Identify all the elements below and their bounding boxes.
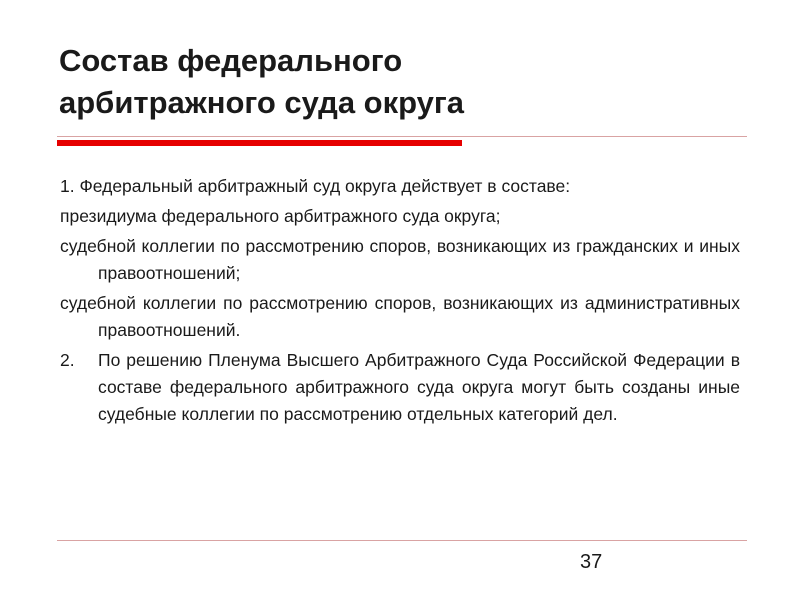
slide-title — [59, 40, 739, 124]
title-accent-bar — [57, 140, 462, 146]
footer-divider — [57, 540, 747, 541]
slide-title-line2: арбитражного суда округа — [59, 85, 465, 120]
paragraph-5 — [60, 347, 740, 428]
page-number: 37 — [580, 551, 603, 573]
slide-title-line1: Состав федерального — [59, 43, 403, 78]
paragraph-5-number: 2. — [60, 350, 75, 370]
paragraph-3: судебной коллегии по рассмотрению споров, возникающих из гражданских и иных правоотношений; — [60, 236, 740, 283]
slide-body — [60, 173, 740, 431]
paragraph-4: судебной коллегии по рассмотрению споров, возникающих из административных правоотношений. — [60, 293, 740, 340]
paragraph-5-text: По решению Пленума Высшего Арбитражного Суда Российской Федерации в составе федерального арбитражного суда округа могут быть созданы иные судебные коллегии по рассмотрению отдельных категорий дел. — [98, 350, 740, 424]
paragraph-2: президиума федерального арбитражного суда округа; — [60, 206, 501, 226]
title-divider — [57, 136, 747, 137]
paragraph-1: 1. Федеральный арбитражный суд округа действует в составе: — [60, 176, 571, 196]
